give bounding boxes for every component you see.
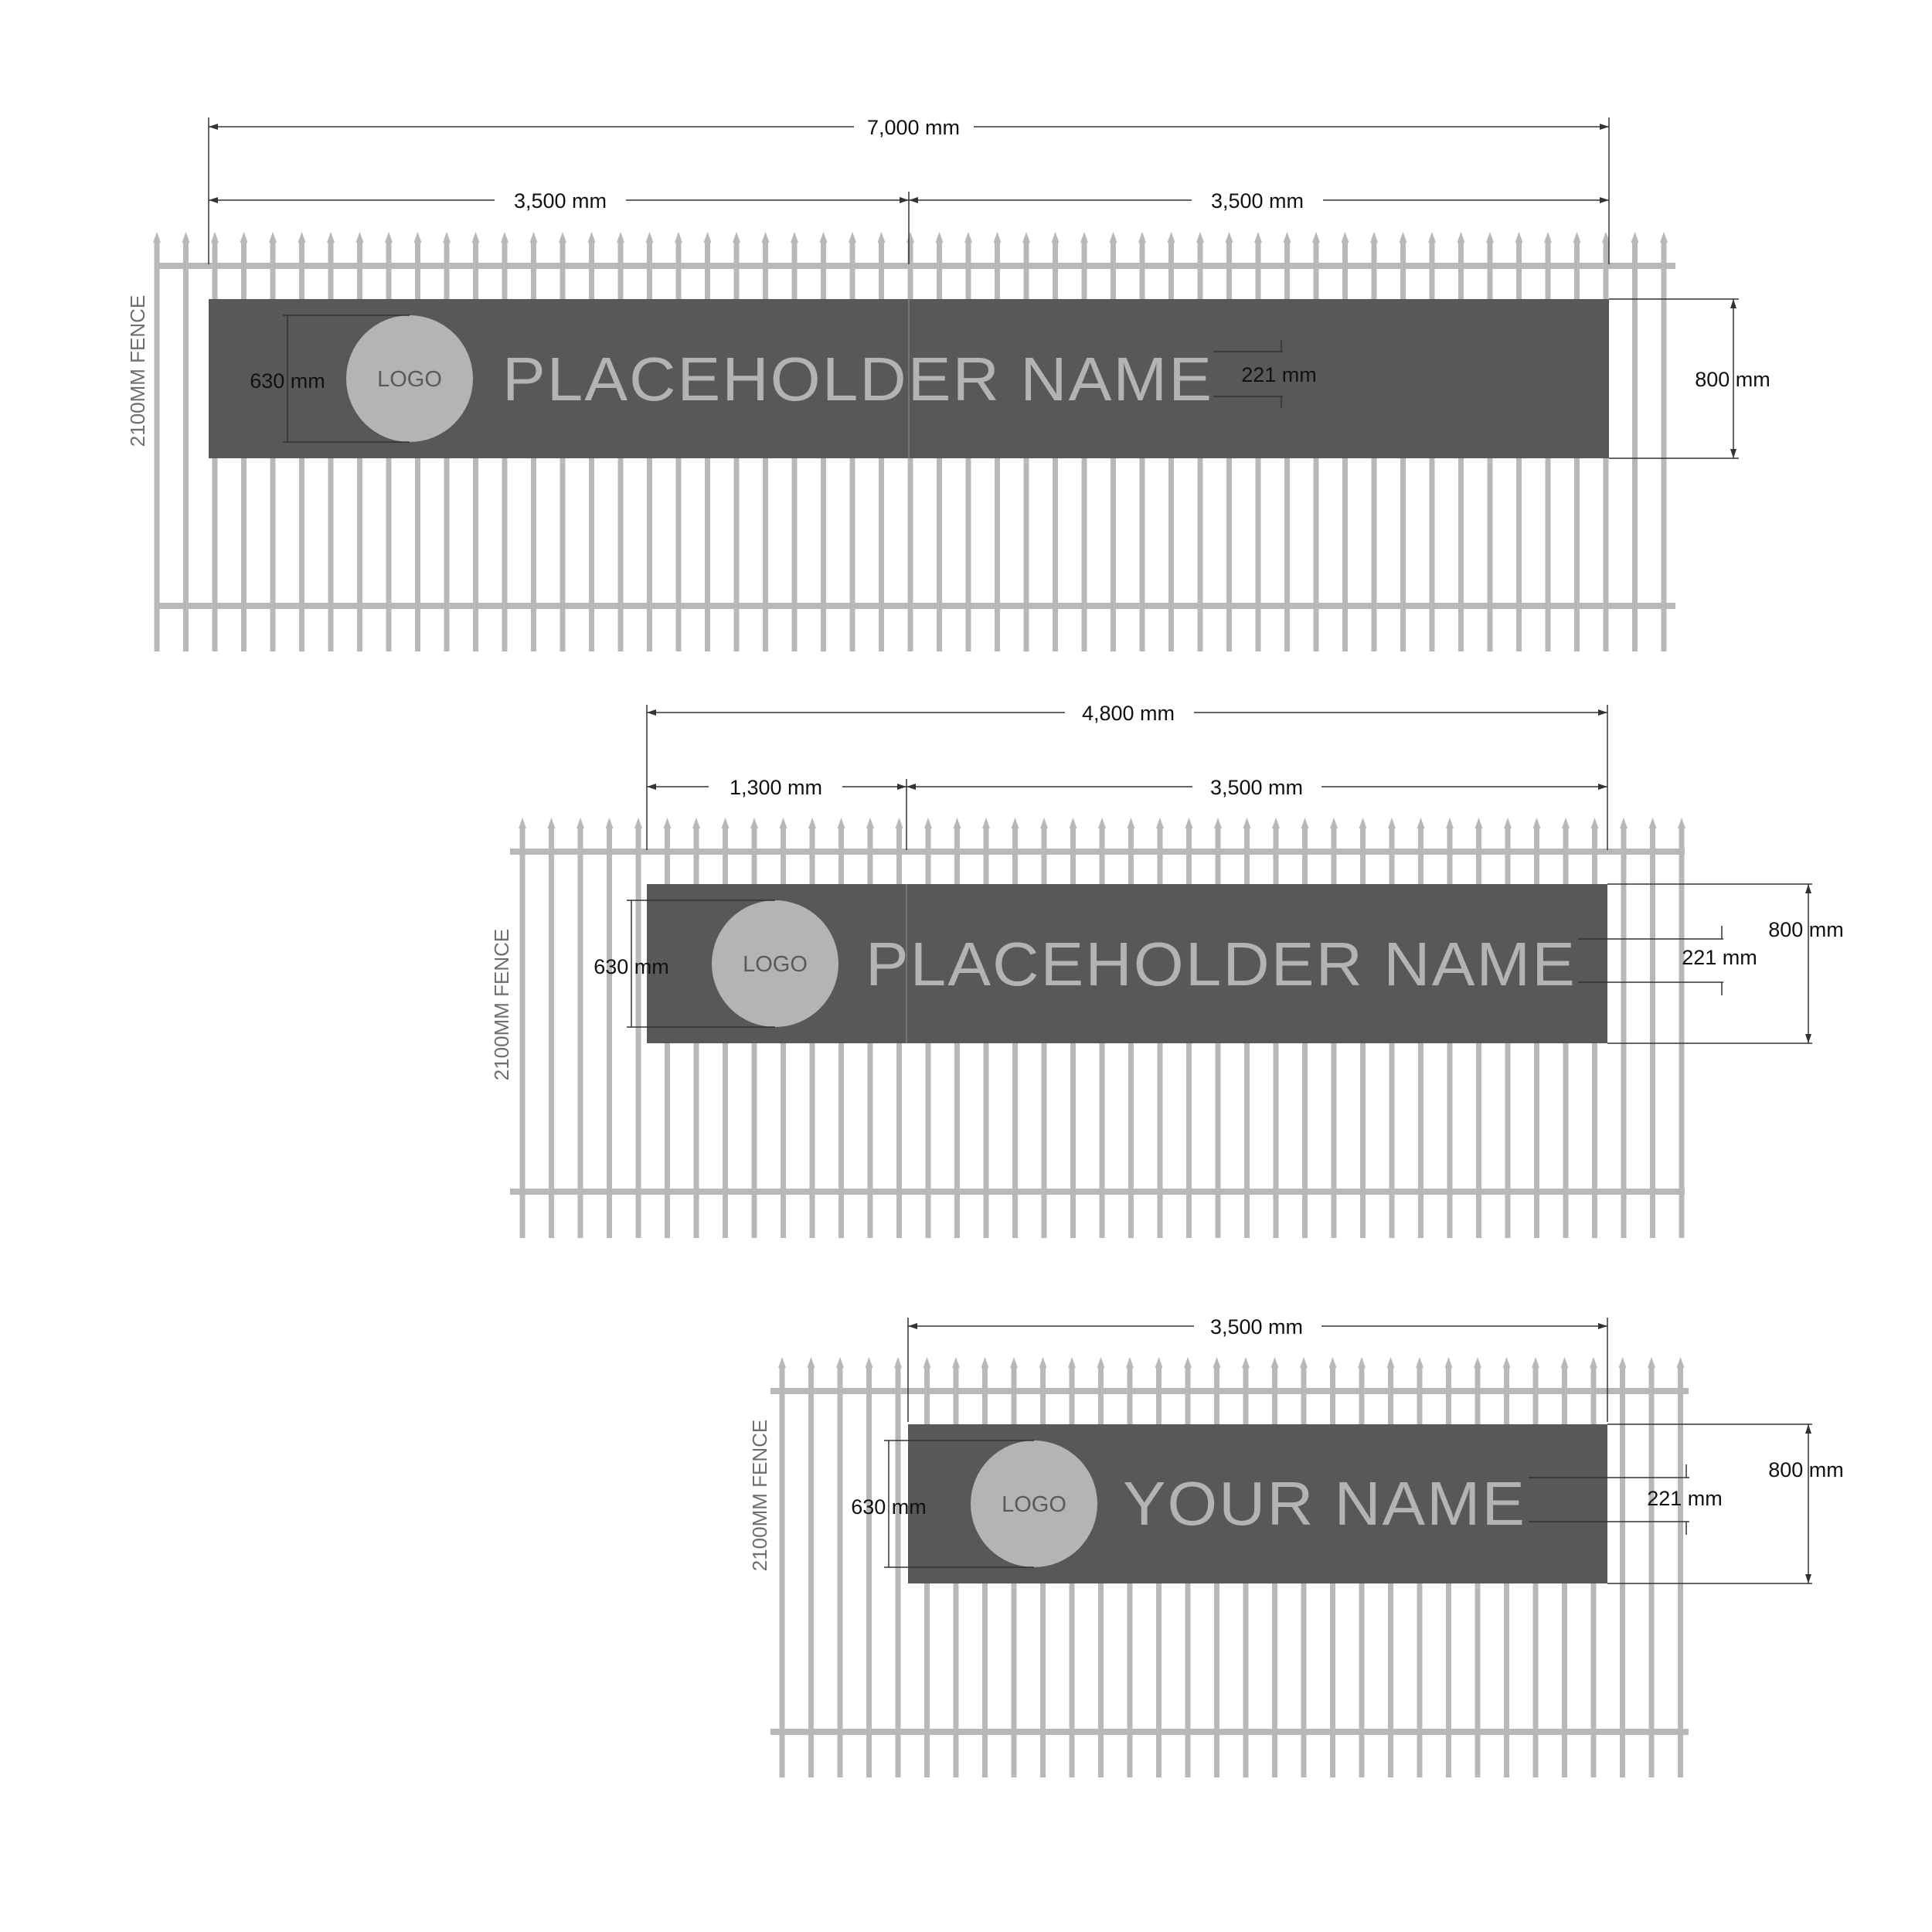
fence-picket-spike — [211, 232, 219, 243]
fence-picket-spike — [1358, 1357, 1366, 1368]
fence-picket-spike — [964, 232, 972, 243]
fence-picket-spike — [981, 1357, 989, 1368]
fence-picket-spike — [1226, 232, 1233, 243]
left-section-label: 3,500 mm — [513, 189, 607, 213]
fence-picket — [1650, 827, 1655, 1238]
fence-picket-spike — [894, 1357, 902, 1368]
fence-picket-spike — [1284, 232, 1291, 243]
fence-top-rail — [156, 263, 1675, 269]
fence-picket-spike — [1619, 1357, 1627, 1368]
fence-picket-spike — [722, 818, 730, 828]
fence-picket-spike — [791, 232, 798, 243]
fence-picket-spike — [588, 232, 596, 243]
fence-picket-spike — [1271, 1357, 1279, 1368]
fence-picket-spike — [646, 232, 654, 243]
fence-picket-spike — [1098, 818, 1106, 828]
fence-picket-spike — [1155, 1357, 1163, 1368]
fence-picket-spike — [1300, 1357, 1308, 1368]
fence-picket-spike — [1370, 232, 1378, 243]
sign-height-label: 800 mm — [1768, 918, 1844, 941]
fence-picket-spike — [240, 232, 248, 243]
fence-picket-spike — [1388, 818, 1396, 828]
fence-picket-spike — [704, 232, 712, 243]
right-section-label: 3,500 mm — [1210, 189, 1304, 213]
diagram-4800mm — [490, 702, 1844, 1238]
fence-picket-spike — [1126, 1357, 1134, 1368]
total-width-label: 4,800 mm — [1081, 702, 1175, 725]
fence-picket-spike — [1620, 818, 1628, 828]
sign-height-label: 800 mm — [1695, 368, 1770, 391]
fence-picket — [520, 827, 526, 1238]
fence-picket-spike — [1022, 232, 1030, 243]
fence-picket-spike — [1254, 232, 1262, 243]
fence-picket-spike — [472, 232, 480, 243]
fence-picket — [1662, 241, 1667, 651]
fence-picket-spike — [1242, 1357, 1250, 1368]
fence-picket-spike — [1272, 818, 1280, 828]
fence-picket — [1649, 1366, 1655, 1777]
fence-picket-spike — [1573, 232, 1581, 243]
fence-height-label: 2100MM FENCE — [126, 294, 149, 447]
fence-picket-spike — [952, 1357, 960, 1368]
fence-picket-spike — [1312, 232, 1320, 243]
fence-picket-spike — [1504, 818, 1512, 828]
fence-picket-spike — [954, 818, 961, 828]
fence-bottom-rail — [770, 1729, 1689, 1735]
fence-picket-spike — [994, 232, 1002, 243]
fence-picket-spike — [1533, 818, 1541, 828]
fence-picket-spike — [1458, 232, 1465, 243]
fence-picket — [896, 1366, 901, 1777]
fence-picket-spike — [1128, 818, 1135, 828]
fence-picket-spike — [1678, 818, 1685, 828]
fence-picket-spike — [1417, 818, 1425, 828]
letter-height-label: 221 mm — [1647, 1487, 1723, 1510]
fence-picket-spike — [1040, 818, 1048, 828]
fence-picket — [1632, 241, 1638, 651]
fence-picket-spike — [1446, 818, 1454, 828]
fence-picket — [155, 241, 160, 651]
fence-picket-spike — [1243, 818, 1251, 828]
fence-picket-spike — [1330, 818, 1338, 828]
fence-picket-spike — [548, 818, 556, 828]
fence-picket-spike — [1562, 818, 1570, 828]
fence-picket — [780, 1366, 785, 1777]
logo-size-label: 630 mm — [594, 955, 669, 978]
fence-picket-spike — [1138, 232, 1146, 243]
fence-picket-spike — [982, 818, 990, 828]
fence-picket-spike — [1068, 1357, 1076, 1368]
fence-height-label: 2100MM FENCE — [490, 928, 513, 1081]
fence-picket-spike — [936, 232, 944, 243]
fence-picket — [808, 1366, 814, 1777]
fence-picket-spike — [1156, 818, 1164, 828]
fence-picket-spike — [896, 818, 903, 828]
fence-picket — [578, 827, 583, 1238]
fence-picket-spike — [1445, 1357, 1453, 1368]
fence-picket-spike — [1590, 1357, 1597, 1368]
fence-picket-spike — [1648, 1357, 1655, 1368]
sign-name: YOUR NAME — [1123, 1469, 1526, 1538]
total-width-label: 7,000 mm — [866, 116, 961, 139]
fence-picket-spike — [1474, 1357, 1481, 1368]
right-section-label: 3,500 mm — [1209, 776, 1304, 799]
fence-picket — [636, 827, 641, 1238]
fence-picket-spike — [606, 818, 614, 828]
fence-picket-spike — [1677, 1357, 1685, 1368]
sign-height-label: 800 mm — [1768, 1458, 1844, 1481]
fence-picket — [866, 1366, 872, 1777]
fence-picket-spike — [866, 1357, 873, 1368]
fence-picket-spike — [1052, 232, 1060, 243]
fence-picket-spike — [385, 232, 393, 243]
fence-picket-spike — [1070, 818, 1077, 828]
fence-picket-spike — [1012, 818, 1019, 828]
fence-picket-spike — [762, 232, 770, 243]
fence-picket-spike — [1561, 1357, 1569, 1368]
logo-text: LOGO — [377, 367, 442, 392]
fence-picket — [1679, 827, 1685, 1238]
fence-picket-spike — [559, 232, 566, 243]
fence-picket-spike — [1544, 232, 1552, 243]
fence-picket-spike — [1080, 232, 1088, 243]
fence-picket-spike — [1185, 818, 1193, 828]
fence-picket-spike — [733, 232, 740, 243]
logo-text: LOGO — [1002, 1492, 1066, 1517]
fence-bottom-rail — [156, 603, 1675, 609]
fence-picket-spike — [664, 818, 672, 828]
fence-picket — [607, 827, 612, 1238]
fence-picket-spike — [1168, 232, 1175, 243]
fence-picket-spike — [820, 232, 828, 243]
fence-picket-spike — [1110, 232, 1117, 243]
fence-picket-spike — [298, 232, 306, 243]
fence-picket-spike — [1010, 1357, 1018, 1368]
fence-picket-spike — [750, 818, 758, 828]
fence-picket-spike — [577, 818, 584, 828]
fence-picket-spike — [182, 232, 190, 243]
fence-picket-spike — [327, 232, 335, 243]
fence-picket-spike — [866, 818, 874, 828]
fence-picket-spike — [878, 232, 886, 243]
fence-picket-spike — [443, 232, 451, 243]
fence-picket-spike — [1631, 232, 1639, 243]
fence-picket-spike — [519, 818, 526, 828]
fence-picket-spike — [923, 1357, 931, 1368]
fence-picket-spike — [1196, 232, 1204, 243]
fence-picket-spike — [1359, 818, 1367, 828]
fence-picket-spike — [808, 1357, 815, 1368]
fence-picket-spike — [1387, 1357, 1395, 1368]
fence-picket-spike — [1400, 232, 1407, 243]
fence-picket — [1678, 1366, 1683, 1777]
fence-picket-spike — [838, 818, 845, 828]
fence-picket-spike — [414, 232, 422, 243]
fence-picket-spike — [808, 818, 816, 828]
fence-picket-spike — [1416, 1357, 1423, 1368]
fence-picket-spike — [1214, 818, 1222, 828]
fence-picket-spike — [1329, 1357, 1337, 1368]
fence-height-label: 2100MM FENCE — [748, 1419, 771, 1572]
fence-picket-spike — [269, 232, 277, 243]
fence-picket-spike — [1649, 818, 1657, 828]
fence-picket-spike — [501, 232, 509, 243]
left-section-label: 1,300 mm — [729, 776, 823, 799]
fence-picket-spike — [924, 818, 932, 828]
fence-picket — [183, 241, 189, 651]
fence-picket-spike — [634, 818, 642, 828]
fence-picket-spike — [530, 232, 538, 243]
diagram-3500mm — [748, 1315, 1844, 1777]
fence-picket-spike — [153, 232, 161, 243]
letter-height-label: 221 mm — [1682, 946, 1757, 969]
fence-picket-spike — [617, 232, 624, 243]
fence-picket-spike — [1475, 818, 1483, 828]
fence-picket — [549, 827, 554, 1238]
total-width-label: 3,500 mm — [1209, 1315, 1304, 1338]
sign-name: PLACEHOLDER NAME — [502, 345, 1213, 413]
logo-size-label: 630 mm — [250, 369, 325, 393]
fence-picket-spike — [356, 232, 364, 243]
fence-picket-spike — [778, 1357, 786, 1368]
fence-picket-spike — [1301, 818, 1309, 828]
fence-picket-spike — [692, 818, 700, 828]
fence-picket-spike — [675, 232, 682, 243]
fence-picket-spike — [1660, 232, 1668, 243]
fence-picket-spike — [906, 232, 914, 243]
fence-picket-spike — [1342, 232, 1349, 243]
fence-picket-spike — [849, 232, 856, 243]
fence-picket-spike — [1428, 232, 1436, 243]
fence-picket-spike — [1184, 1357, 1192, 1368]
diagram-7000mm — [126, 116, 1770, 651]
fence-picket — [1621, 827, 1627, 1238]
fence-picket-spike — [1503, 1357, 1511, 1368]
fence-picket-spike — [1097, 1357, 1105, 1368]
letter-height-label: 221 mm — [1241, 363, 1317, 386]
fence-picket-spike — [1213, 1357, 1221, 1368]
fence-picket-spike — [1486, 232, 1494, 243]
fence-picket-spike — [836, 1357, 844, 1368]
fence-picket-spike — [780, 818, 787, 828]
sign-name: PLACEHOLDER NAME — [866, 930, 1577, 998]
fence-picket-spike — [1039, 1357, 1047, 1368]
fence-picket — [838, 1366, 843, 1777]
fence-picket — [1620, 1366, 1625, 1777]
fence-picket-spike — [1591, 818, 1599, 828]
fence-picket-spike — [1532, 1357, 1539, 1368]
fence-picket-spike — [1515, 232, 1523, 243]
logo-text: LOGO — [743, 952, 808, 977]
logo-size-label: 630 mm — [851, 1495, 927, 1519]
